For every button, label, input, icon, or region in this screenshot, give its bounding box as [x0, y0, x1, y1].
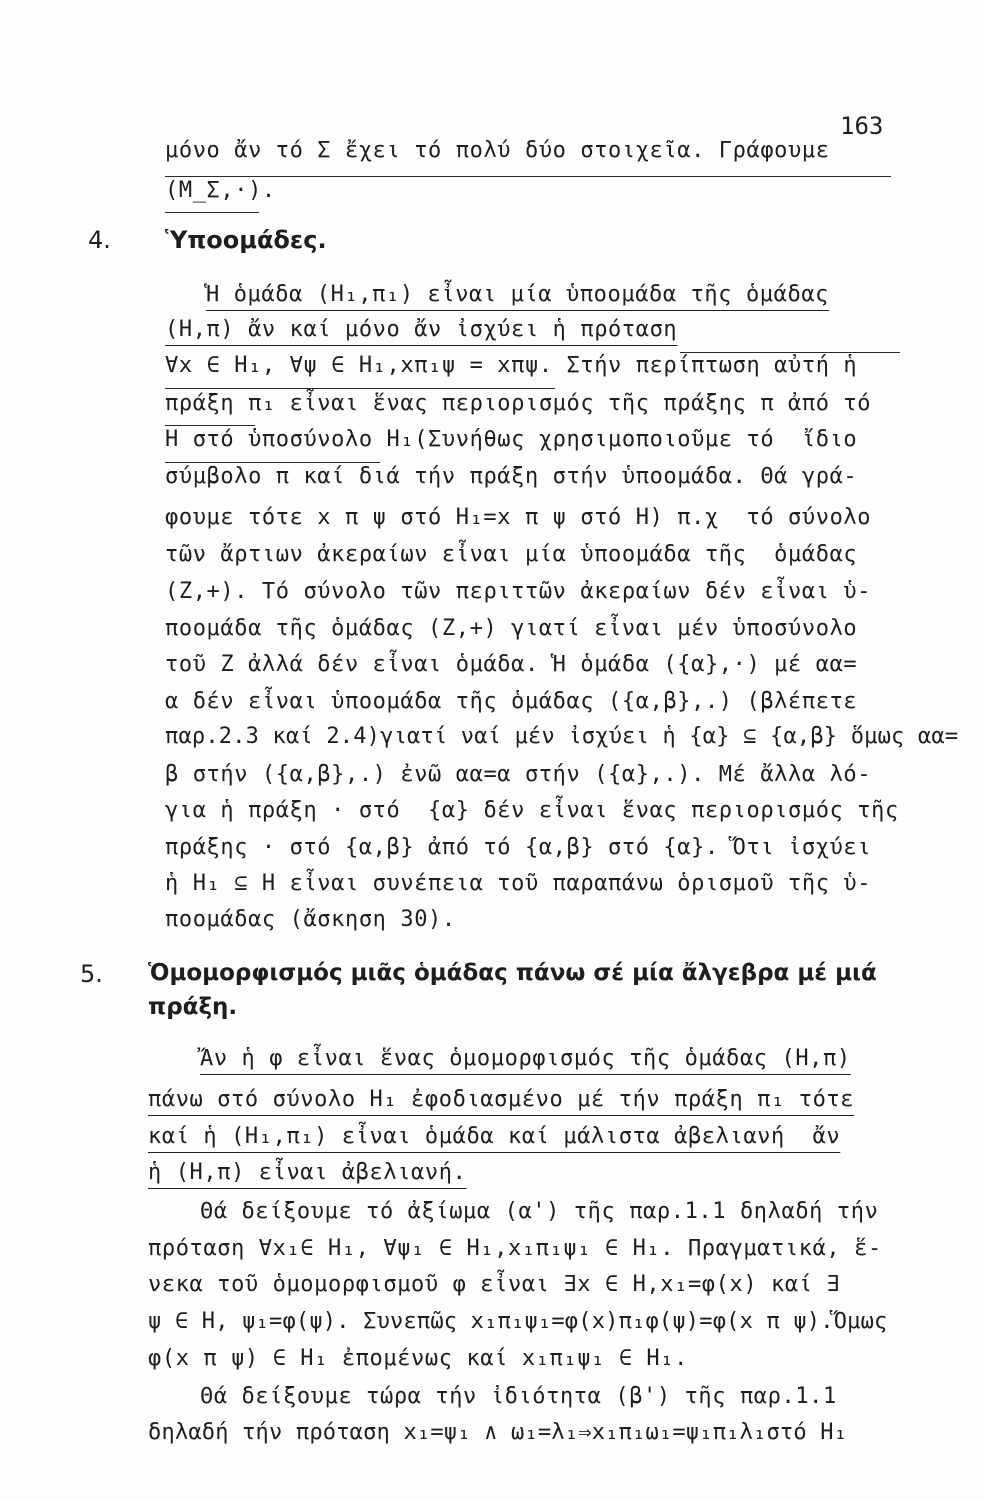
text-line: τοῦ Z ἀλλά δέν εἶναι ὁμάδα. Ἡ ὁμάδα ({α},·) μέ αα=: [165, 652, 858, 677]
text-line: β στήν ({α,β},.) ἐνῶ αα=α στήν ({α},.). Μέ ἄλλα λό-: [165, 762, 872, 787]
text-line: ποομάδας (ἄσκηση 30).: [165, 907, 456, 932]
text-line: παρ.2.3 καί 2.4)γιατί ναί μέν ἰσχύει ἡ {α} ⊆ {α,β} ὅμως αα=: [165, 724, 959, 749]
text-line: φουμε τότε x π ψ στό H₁=x π ψ στό H) π.χ τό σύνολο: [165, 505, 872, 530]
text-line: πράξη π₁ εἶναι ἕνας περιορισμός τῆς πράξης π ἀπό τό: [165, 391, 872, 416]
text-line: φ(x π ψ) ∈ H₁ ἐπομένως καί x₁π₁ψ₁ ∈ H₁.: [148, 1346, 688, 1371]
text-line: Θά δείξουμε τώρα τήν ἰδιότητα (β') τῆς παρ.1.1: [200, 1384, 837, 1409]
text-line: (Z,+). Τό σύνολο τῶν περιττῶν ἀκεραίων δέν εἶναι ὑ-: [165, 579, 872, 604]
theorem-line: πάνω στό σύνολο H₁ ἐφοδιασμένο μέ τήν πράξη π₁ τότε: [148, 1087, 855, 1112]
theorem-line: καί ἡ (H₁,π₁) εἶναι ὁμάδα καί μάλιστα ἀβελιανή ἄν: [148, 1124, 841, 1149]
text-line: μόνο ἄν τό Σ ἔχει τό πολύ δύο στοιχεῖα. Γράφουμε: [165, 138, 830, 163]
text-line: για ἡ πράξη · στό {α} δέν εἶναι ἕνας περιορισμός τῆς: [165, 798, 899, 823]
text-line: (H,π) ἄν καί μόνο ἄν ἰσχύει ἡ πρόταση: [165, 317, 678, 342]
text-line: Ἡ ὁμάδα (H₁,π₁) εἶναι μία ὑποομάδα τῆς ὁμάδας: [206, 282, 830, 307]
text-line: σύμβολο π καί διά τήν πράξη στήν ὑποομάδα. Θά γρά-: [165, 464, 858, 489]
text-line: α δέν εἶναι ὑποομάδα τῆς ὁμάδας ({α,β},.) (βλέπετε: [165, 689, 858, 714]
theorem-line: Ἄν ἡ φ εἶναι ἕνας ὁμομορφισμός τῆς ὁμάδας (H,π): [200, 1046, 851, 1071]
text-line: Θά δείξουμε τό ἀξίωμα (α') τῆς παρ.1.1 δηλαδή τήν: [200, 1199, 879, 1224]
text-line: τῶν ἄρτιων ἀκεραίων εἶναι μία ὑποομάδα τῆς ὁμάδας: [165, 542, 858, 567]
section-5-title-cont: πράξη.: [148, 994, 238, 1020]
text-line: (M_Σ,·).: [165, 178, 276, 203]
page-number: 163: [840, 112, 884, 140]
text-line: ποομάδα τῆς ὁμάδας (Z,+) γιατί εἶναι μέν ὑποσύνολο: [165, 616, 858, 641]
section-4-number: 4.: [88, 226, 111, 254]
text-line: πράξης · στό {α,β} ἀπό τό {α,β} στό {α}. Ὅτι ἰσχύει: [165, 835, 872, 860]
section-5-title: Ὁμομορφισμός μιᾶς ὁμάδας πάνω σέ μία ἄλγεβρα μέ μιά: [148, 960, 877, 986]
section-5-number: 5.: [80, 960, 103, 988]
text-line: H στό ὑποσύνολο H₁(Συνήθως χρησιμοποιοῦμε τό ἴδιο: [165, 427, 858, 452]
section-4-title: Ὑποομάδες.: [165, 226, 327, 254]
text-line: νεκα τοῦ ὁμομορφισμοῦ φ εἶναι ∃x ∈ H,x₁=φ(x) καί ∃: [148, 1272, 841, 1297]
text-line: ∀x ∈ H₁, ∀ψ ∈ H₁,xπ₁ψ = xπψ. Στήν περίπτωση αὐτή ἡ: [165, 353, 858, 378]
theorem-line: ἡ (H,π) εἶναι ἀβελιανή.: [148, 1160, 467, 1185]
text-line: ψ ∈ H, ψ₁=φ(ψ). Συνεπῶς x₁π₁ψ₁=φ(x)π₁φ(ψ)=φ(x π ψ).Ὅμως: [148, 1309, 888, 1334]
text-line: δηλαδή τήν πρόταση x₁=ψ₁ ∧ ω₁=λ₁⇒x₁π₁ω₁=ψ₁π₁λ₁στό H₁: [148, 1420, 848, 1445]
text-line: ἡ H₁ ⊆ H εἶναι συνέπεια τοῦ παραπάνω ὁρισμοῦ τῆς ὑ-: [165, 871, 872, 896]
text-line: πρόταση ∀x₁∈ H₁, ∀ψ₁ ∈ H₁,x₁π₁ψ₁ ∈ H₁. Πραγματικά, ἕ-: [148, 1236, 882, 1261]
underline-rule: [165, 212, 259, 213]
